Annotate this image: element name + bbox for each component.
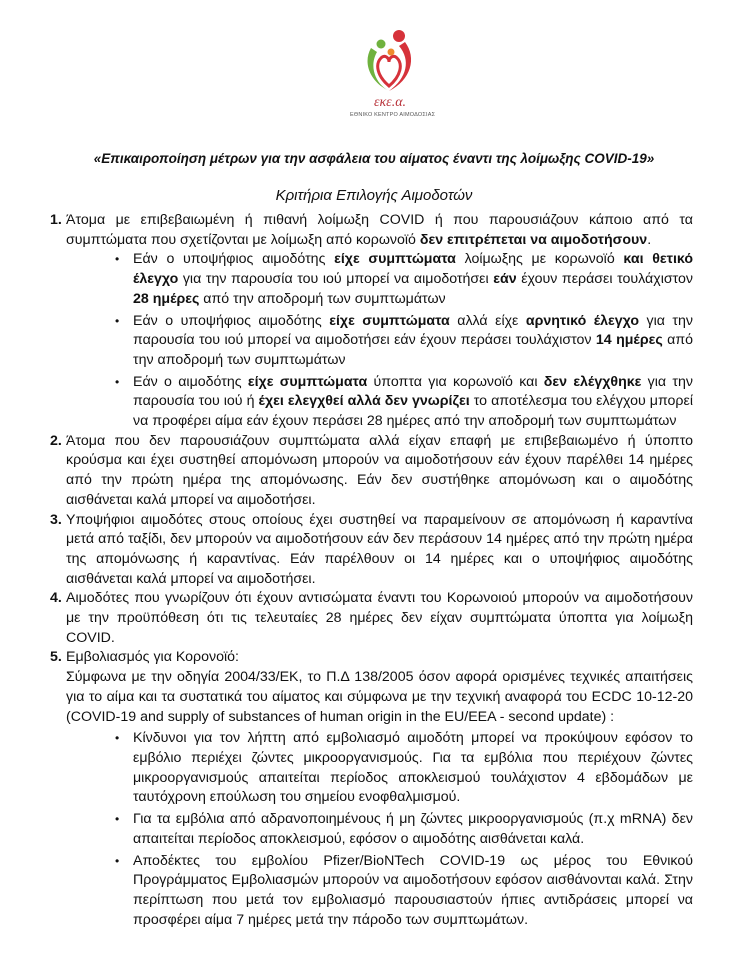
bullet-icon: • [115,313,120,328]
criterion-text: Άτομα με επιβεβαιωμένη ή πιθανή λοίμωξη COVID ή που παρουσιάζουν κάποιο από τα συμπτώματα που σχετίζονται με λοίμωξη από κορωνοϊό [66,212,693,248]
bullet-item: • Εάν ο υποψήφιος αιμοδότης είχε συμπτώματα λοίμωξης με κορωνοϊό και θετικό έλεγχο για την παρουσία του ιού μπορεί να αιμοδοτήσει εάν έχουν περάσει τουλάχιστον 28 ημέρες από την αποδρομή των συμπτωμάτων [115,251,693,307]
criterion-3 [50,511,693,590]
criterion-5-bullets [66,729,693,930]
bullet-icon: • [115,374,120,389]
document-headline: «Επικαιροποίηση μέτρων για την ασφάλεια του αίματος έναντι της λοίμωξης COVID-19» [93,151,655,166]
criterion-1 [50,211,694,432]
criterion-5 [50,648,693,930]
criterion-emphasis: δεν επιτρέπεται να αιμοδοτήσουν [419,231,648,248]
criterion-text: Άτομα που δεν παρουσιάζουν συμπτώματα αλλά είχαν επαφή με επιβεβαιωμένο ή ύποπτο κρούσμα και έχει συστηθεί απομόνωση μπορούν να αιμοδοτήσουν εάν έχουν παρέλθει 14 ημέρες από την πρώτη ημέρα της απομόνωσης. Εάν δεν συστήθηκε απομόνωση και ο αιμοδότης αισθάνεται καλά μπορεί να αιμοδοτήσει. [66,432,693,508]
document-subtitle: Κριτήρια Επιλογής Αιμοδοτών [275,187,473,204]
bullet-item: • Εάν ο αιμοδότης είχε συμπτώματα ύποπτα για κορωνοϊό και δεν ελέγχθηκε για την παρουσία του ιού ή έχει ελεγχθεί αλλά δεν γνωρίζει το αποτέλεσμα του ελέγχου μπορεί να προφέρει αίμα εάν έχουν περάσει 28 ημέρες από την αποδρομή των συμπτωμάτων [115,373,694,430]
bullet-item: • Εάν ο υποψήφιος αιμοδότης είχε συμπτώματα αλλά είχε αρνητικό έλεγχο για την παρουσία του ιού μπορεί να αιμοδοτήσει εάν έχουν περάσει τουλάχιστον 14 ημέρες από την αποδρομή των συμπτωμάτων [115,312,693,368]
criterion-number: 2. [50,432,62,449]
criterion-2 [50,432,693,511]
bullet-icon: • [115,853,120,868]
bullet-icon: • [115,731,120,746]
criterion-intro: Σύμφωνα με την οδηγία 2004/33/ΕΚ, το Π.Δ 138/2005 όσον αφορά ορισμένες τεχνικές απαιτήσεις για το αίμα και τα συστατικά του αίματος και σύμφωνα με την τεχνική αναφορά του ECDC 10-12-20 (COVID-19 and supply of substances of human origin in the EU/EEA - second update) : [66,669,693,725]
criteria-list [50,211,694,930]
ekea-logo [350,28,436,123]
criterion-title: Εμβολιασμός για Κορονοϊό: [66,649,239,666]
bullet-icon: • [115,812,120,827]
criterion-number: 1. [50,212,62,228]
logo-brand-text: εκε.α. [373,95,407,110]
logo-subtitle: ΕΘΝΙΚΟ ΚΕΝΤΡΟ ΑΙΜΟΔΟΣΙΑΣ [350,112,436,118]
criterion-1-bullets [66,250,693,431]
bullet-item: • Αποδέκτες του εμβολίου Pfizer/BioNTech COVID-19 ως μέρος του Εθνικού Προγράμματος Εμβολιασμών μπορούν να αιμοδοτήσουν εφόσον αισθάνονται καλά. Στην περίπτωση που μετά τον εμβολιασμό παρουσιαστούν ήπιες αντιδράσεις μπορεί να προσφέρει αίμα 7 ημέρες μετά την πάροδο των συμπτωμάτων. [115,852,693,928]
bullet-icon: • [115,252,120,267]
criterion-text: Υποψήφιοι αιμοδότες στους οποίους έχει συστηθεί να παραμείνουν σε απομόνωση ή καραντίνα μετά από ταξίδι, δεν μπορούν να αιμοδοτήσουν εάν δεν περάσουν 14 ημέρες από την πρώτη ημέρα της απομόνωσης ή καραντίνας. Εάν παρέλθουν οι 14 ημέρες και ο υποψήφιος αιμοδότης αισθάνεται καλά μπορεί να αιμοδοτήσει. [66,511,693,587]
criterion-number: 5. [50,649,62,666]
criterion-4 [50,589,693,648]
criterion-number: 3. [50,511,62,528]
bullet-item: • Κίνδυνοι για τον λήπτη από εμβολιασμό αιμοδότη μπορεί να προκύψουν εφόσον το εμβόλιο περιέχει ζώντες μικροοργανισμούς. Για τα εμβόλια που περιέχουν ζώντες μικροοργανισμούς απαιτείται περίοδος αποκλεισμού τουλάχιστον 4 εβδομάδων με ταυτόχρονη επούλωση του σημείου ενοφθαλμισμού. [115,730,693,806]
criterion-number: 4. [50,590,62,607]
criteria-body [50,211,694,930]
criterion-text: . [647,231,652,248]
bullet-item: • Για τα εμβόλια από αδρανοποιημένους ή μη ζώντες μικροοργανισμούς (π.χ mRNA) δεν απαιτείται περίοδος αποκλεισμού, εφόσον ο αιμοδότης αισθάνεται καλά. [115,811,693,847]
blood-drop-heart-icon [361,28,419,94]
criterion-text: Αιμοδότες που γνωρίζουν ότι έχουν αντισώματα έναντι του Κορωνοιού μπορούν να αιμοδοτήσουν με την προϋπόθεση ότι τις τελευταίες 28 ημέρες δεν είχαν συμπτώματα ύποπτα για λοίμωξη COVID. [66,590,693,646]
